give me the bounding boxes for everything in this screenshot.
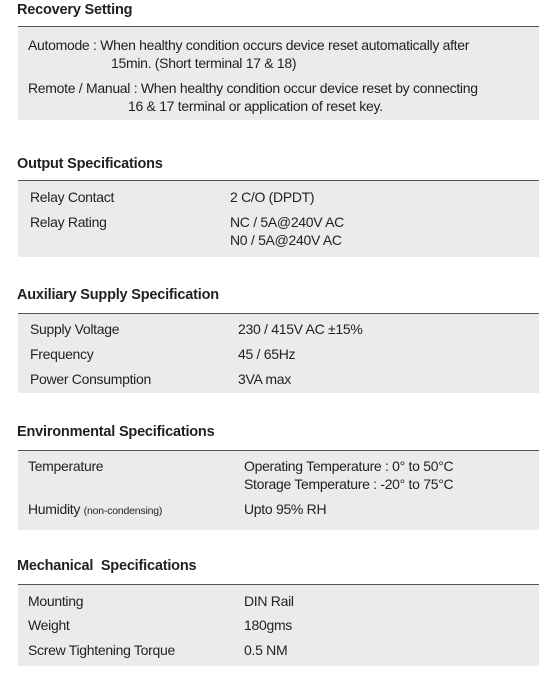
spec-value: NC / 5A@240V AC: [230, 214, 344, 230]
automode-text-line2: 15min. (Short terminal 17 & 18): [111, 55, 297, 71]
mechanical-heading: Mechanical Specifications: [17, 558, 197, 574]
auxiliary-heading: Auxiliary Supply Specification: [17, 287, 219, 303]
output-panel: [18, 180, 539, 257]
spec-label: Temperature: [28, 458, 104, 474]
environmental-heading: Environmental Specifications: [17, 424, 215, 440]
humidity-note: (non-condensing): [83, 505, 163, 517]
output-heading: Output Specifications: [17, 156, 163, 172]
remote-text-line2: 16 & 17 terminal or application of reset key.: [128, 98, 383, 114]
spec-value-secondary: Storage Temperature : -20° to 75°C: [244, 476, 454, 492]
humidity-label: Humidity: [28, 501, 81, 517]
spec-value: Upto 95% RH: [244, 501, 327, 517]
environmental-panel: [18, 450, 539, 530]
spec-label: Supply Voltage: [30, 321, 120, 337]
spec-value: 2 C/O (DPDT): [230, 189, 315, 205]
spec-label: Mounting: [28, 593, 84, 609]
spec-label: Relay Rating: [30, 214, 107, 230]
remote-text-line1: Remote / Manual : When healthy condition occur device reset by connecting: [28, 80, 478, 96]
recovery-panel: [18, 26, 539, 120]
auxiliary-panel: [18, 313, 539, 393]
spec-label: Relay Contact: [30, 189, 115, 205]
spec-label: Frequency: [30, 346, 94, 362]
spec-value: 0.5 NM: [244, 642, 288, 658]
spec-value: DIN Rail: [244, 593, 294, 609]
spec-label: [28, 500, 162, 520]
mechanical-panel: [18, 584, 539, 666]
spec-value: 180gms: [244, 617, 293, 633]
recovery-heading: Recovery Setting: [17, 2, 133, 18]
spec-label: Screw Tightening Torque: [28, 642, 175, 658]
spec-value: Operating Temperature : 0° to 50°C: [244, 458, 454, 474]
spec-value-secondary: N0 / 5A@240V AC: [230, 232, 342, 248]
spec-label: Power Consumption: [30, 371, 151, 387]
spec-value: 3VA max: [238, 371, 291, 387]
spec-label: Weight: [28, 617, 70, 633]
spec-value: 45 / 65Hz: [238, 346, 296, 362]
spec-value: 230 / 415V AC ±15%: [238, 321, 363, 337]
automode-text-line1: Automode : When healthy condition occurs device reset automatically after: [28, 37, 470, 53]
